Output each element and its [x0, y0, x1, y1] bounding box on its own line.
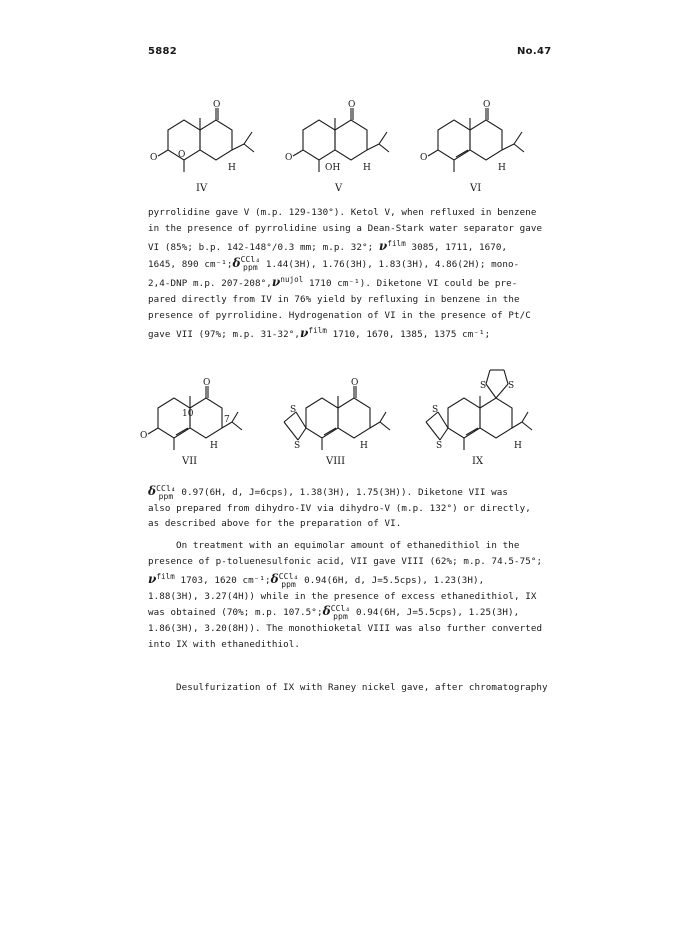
structure-vii [138, 378, 248, 458]
film-label: film [156, 572, 175, 582]
solvent-stack [156, 485, 176, 501]
paragraph-3 [148, 538, 543, 652]
atom-s: S [290, 405, 297, 415]
text-line [148, 604, 533, 621]
position-7: 7 [224, 415, 230, 425]
text-segment: 1.44(3H), 1.76(3H), 1.83(3H), 4.86(2H); mono- [265, 258, 520, 270]
text-line: into IX with ethanedithiol. [148, 638, 301, 650]
text-segment: gave VII (97%; m.p. 31-32°, [148, 329, 301, 341]
atom-o-ring: O [178, 150, 186, 160]
atom-o-left: O [150, 153, 158, 163]
ccl4-label: CCl₄ [156, 483, 176, 493]
label-viii: VIII [326, 456, 346, 467]
text-segment: 1703, 1620 cm⁻¹; [180, 575, 271, 587]
ppm-label: ppm [158, 491, 174, 501]
nujol-label: nujol [280, 275, 304, 285]
text-segment: 1645, 890 cm⁻¹; [148, 258, 233, 270]
structure-vi [418, 100, 528, 180]
text-line: 1.86(3H), 3.20(8H)). The monothioketal VIII was also further converted [148, 623, 543, 635]
nu-symbol: ν [378, 239, 388, 254]
atom-h: H [363, 163, 371, 173]
structure-ix [420, 362, 545, 457]
paragraph-4 [148, 680, 548, 696]
atom-o-left: O [285, 153, 293, 163]
text-line [148, 569, 533, 589]
nu-symbol: ν [271, 275, 281, 290]
atom-s: S [508, 381, 515, 391]
atom-s: S [436, 441, 443, 451]
text-segment: 0.97(6H, d, J=6cps), 1.38(3H), 1.75(3H)). Diketone VII was [181, 487, 509, 498]
solvent-stack [331, 605, 351, 621]
paragraph-2 [148, 484, 533, 532]
atom-o-top: O [213, 100, 221, 110]
page-number: 5882 [148, 46, 178, 57]
text-segment: 1710 cm⁻¹). Diketone VI could be pre- [309, 278, 518, 290]
paragraph-1 [148, 205, 543, 343]
ccl4-label: CCl₄ [330, 603, 351, 613]
delta-symbol: δ [270, 572, 279, 587]
atom-h: H [498, 163, 506, 173]
text-line: On treatment with an equimolar amount of ethanedithiol in the [176, 540, 520, 551]
text-line: pyrrolidine gave V (m.p. 129-130°). Ketol V, when refluxed in benzene [148, 207, 537, 218]
label-vii: VII [182, 456, 198, 467]
ppm-label: ppm [281, 579, 296, 589]
structure-iv [148, 100, 258, 180]
delta-symbol: δ [322, 604, 331, 619]
position-10: 10 [182, 409, 194, 419]
text-line: as described above for the preparation of VI. [148, 518, 402, 530]
text-segment: 0.94(6H, J=5.5cps), 1.25(3H), [356, 607, 520, 619]
ppm-label: ppm [243, 263, 258, 273]
text-segment: VI (85%; b.p. 142-148°/0.3 mm; m.p. 32°; [148, 242, 374, 254]
film-label: film [308, 326, 327, 336]
atom-h: H [514, 441, 522, 451]
atom-h: H [228, 163, 236, 173]
atom-oh: OH [325, 163, 341, 173]
atom-o-left: O [420, 153, 428, 163]
label-vi: VI [470, 183, 482, 194]
atom-o-top: O [203, 378, 211, 388]
atom-o-left: O [140, 431, 148, 441]
text-line [148, 256, 533, 273]
film-label: film [387, 239, 406, 249]
atom-s: S [294, 441, 301, 451]
label-v: V [335, 183, 343, 194]
atom-o-top: O [483, 100, 491, 110]
atom-o-top: O [348, 100, 356, 110]
ccl4-label: CCl₄ [240, 255, 261, 265]
label-iv: IV [196, 183, 208, 194]
journal-number: No.47 [517, 46, 552, 57]
text-line: presence of p-toluenesulfonic acid, VII gave VIII (62%; m.p. 74.5-75°; [148, 555, 543, 567]
text-segment: 3085, 1711, 1670, [411, 242, 508, 254]
text-line [148, 484, 533, 501]
label-ix: IX [472, 456, 484, 467]
solvent-stack [279, 573, 299, 589]
atom-h: H [360, 441, 368, 451]
atom-s: S [480, 381, 487, 391]
text-line [148, 272, 533, 292]
atom-o-top: O [351, 378, 359, 388]
nu-symbol: ν [300, 326, 309, 341]
structure-viii [278, 378, 398, 458]
ccl4-label: CCl₄ [278, 571, 299, 581]
text-line [148, 323, 533, 343]
text-line [148, 236, 533, 256]
solvent-stack [241, 256, 261, 272]
text-line: also prepared from dihydro-IV via dihydro-V (m.p. 132°) or directly, [148, 502, 531, 514]
text-line: Desulfurization of IX with Raney nickel gave, after chromatography [176, 682, 548, 693]
text-segment: 1710, 1670, 1385, 1375 cm⁻¹; [332, 329, 491, 341]
text-line: presence of pyrrolidine. Hydrogenation of VI in the presence of Pt/C [148, 309, 531, 321]
ppm-label: ppm [333, 611, 348, 621]
text-line: in the presence of pyrrolidine using a Dean-Stark water separator gave [148, 222, 543, 234]
text-line: pared directly from IV in 76% yield by refluxing in benzene in the [148, 294, 520, 306]
text-segment: 0.94(6H, d, J=5.5cps), 1.23(3H), [304, 575, 485, 587]
nu-symbol: ν [148, 572, 157, 587]
text-line: 1.88(3H), 3.27(4H)) while in the presence of excess ethanedithiol, IX [148, 590, 537, 602]
delta-symbol: δ [232, 255, 241, 270]
atom-s: S [432, 405, 439, 415]
text-segment: was obtained (70%; m.p. 107.5°; [148, 607, 323, 619]
structure-v [283, 100, 393, 180]
text-segment: 2,4-DNP m.p. 207-208°, [148, 278, 272, 290]
atom-h: H [210, 441, 218, 451]
delta-symbol: δ [148, 484, 157, 498]
